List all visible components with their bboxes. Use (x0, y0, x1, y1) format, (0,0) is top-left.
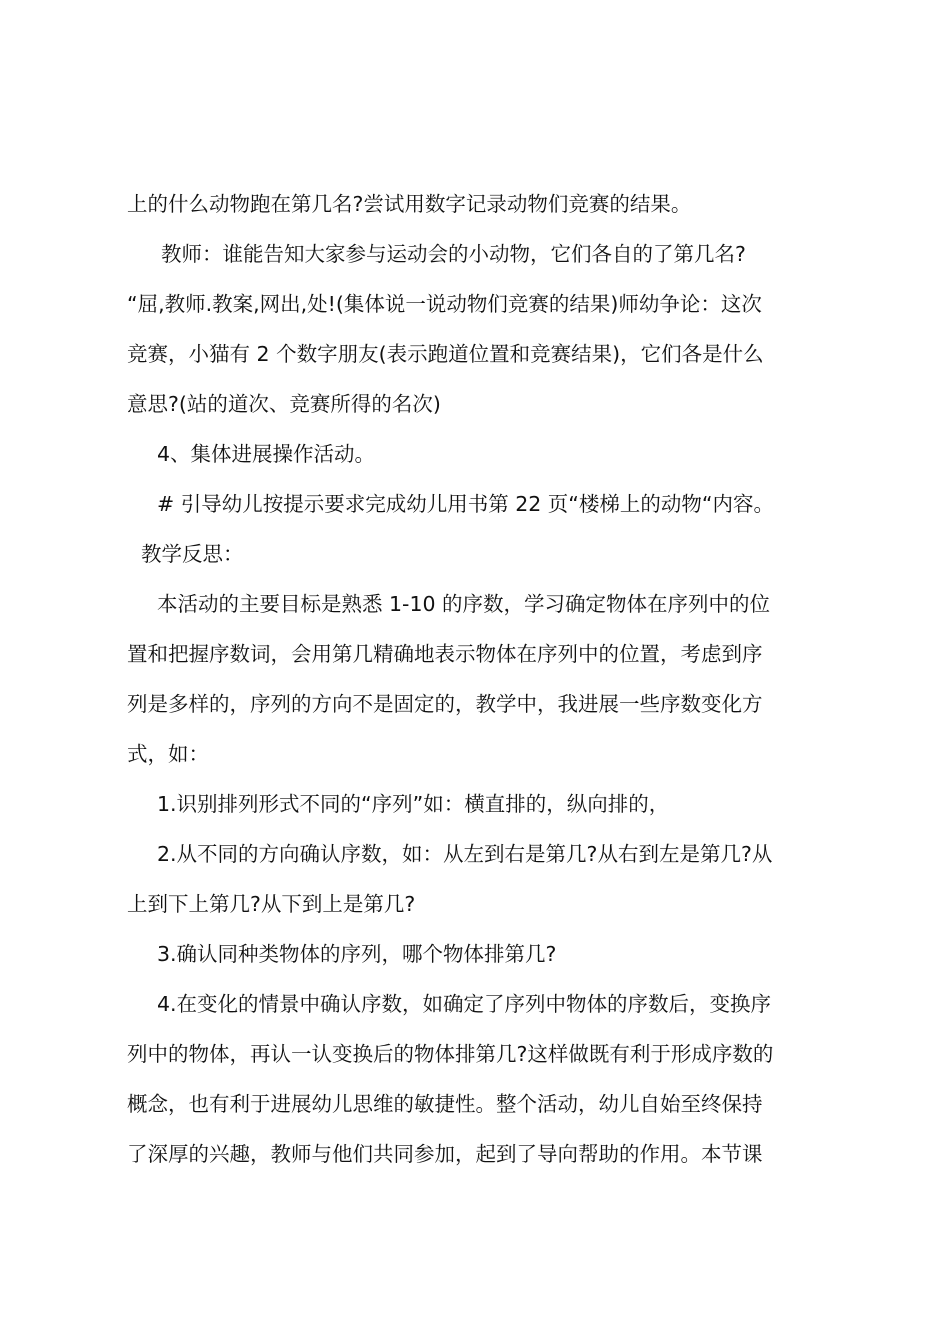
text-line: 置和把握序数词，会用第几精确地表示物体在序列中的位置，考虑到序 (127, 642, 763, 666)
text-line: 了深厚的兴趣，教师与他们共同参加，起到了导向帮助的作用。本节课 (127, 1142, 763, 1166)
text-line: “屈,教师.教案,网出,处!(集体说一说动物们竞赛的结果)师幼争论：这次 (127, 292, 762, 316)
text-line: # 引导幼儿按提示要求完成幼儿用书第 22 页“楼梯上的动物“内容。 (157, 492, 775, 516)
text-line: 1.识别排列形式不同的“序列”如：横直排的，纵向排的， (157, 792, 670, 816)
text-line: 列中的物体，再认一认变换后的物体排第几?这样做既有利于形成序数的 (127, 1042, 774, 1066)
text-line: 意思?(站的道次、竞赛所得的名次) (127, 392, 441, 416)
text-line: 教师：谁能告知大家参与运动会的小动物，它们各自的了第几名? (161, 242, 746, 266)
text-line: 本活动的主要目标是熟悉 1-10 的序数，学习确定物体在序列中的位 (157, 592, 771, 616)
text-line: 式，如： (127, 742, 209, 766)
section-heading: 教学反思： (141, 542, 244, 566)
text-line: 列是多样的，序列的方向不是固定的，教学中，我进展一些序数变化方 (127, 692, 763, 716)
text-line: 竞赛，小猫有 2 个数字朋友(表示跑道位置和竞赛结果)，它们各是什么 (127, 342, 764, 366)
text-line: 概念，也有利于进展幼儿思维的敏捷性。整个活动，幼儿自始至终保持 (127, 1092, 763, 1116)
text-line: 上的什么动物跑在第几名?尝试用数字记录动物们竞赛的结果。 (127, 192, 692, 216)
text-line: 4、集体进展操作活动。 (157, 442, 376, 466)
text-line: 3.确认同种类物体的序列，哪个物体排第几? (157, 942, 557, 966)
text-line: 4.在变化的情景中确认序数，如确定了序列中物体的序数后，变换序 (157, 992, 772, 1016)
text-line: 上到下上第几?从下到上是第几? (127, 892, 416, 916)
text-line: 2.从不同的方向确认序数，如：从左到右是第几?从右到左是第几?从 (157, 842, 773, 866)
